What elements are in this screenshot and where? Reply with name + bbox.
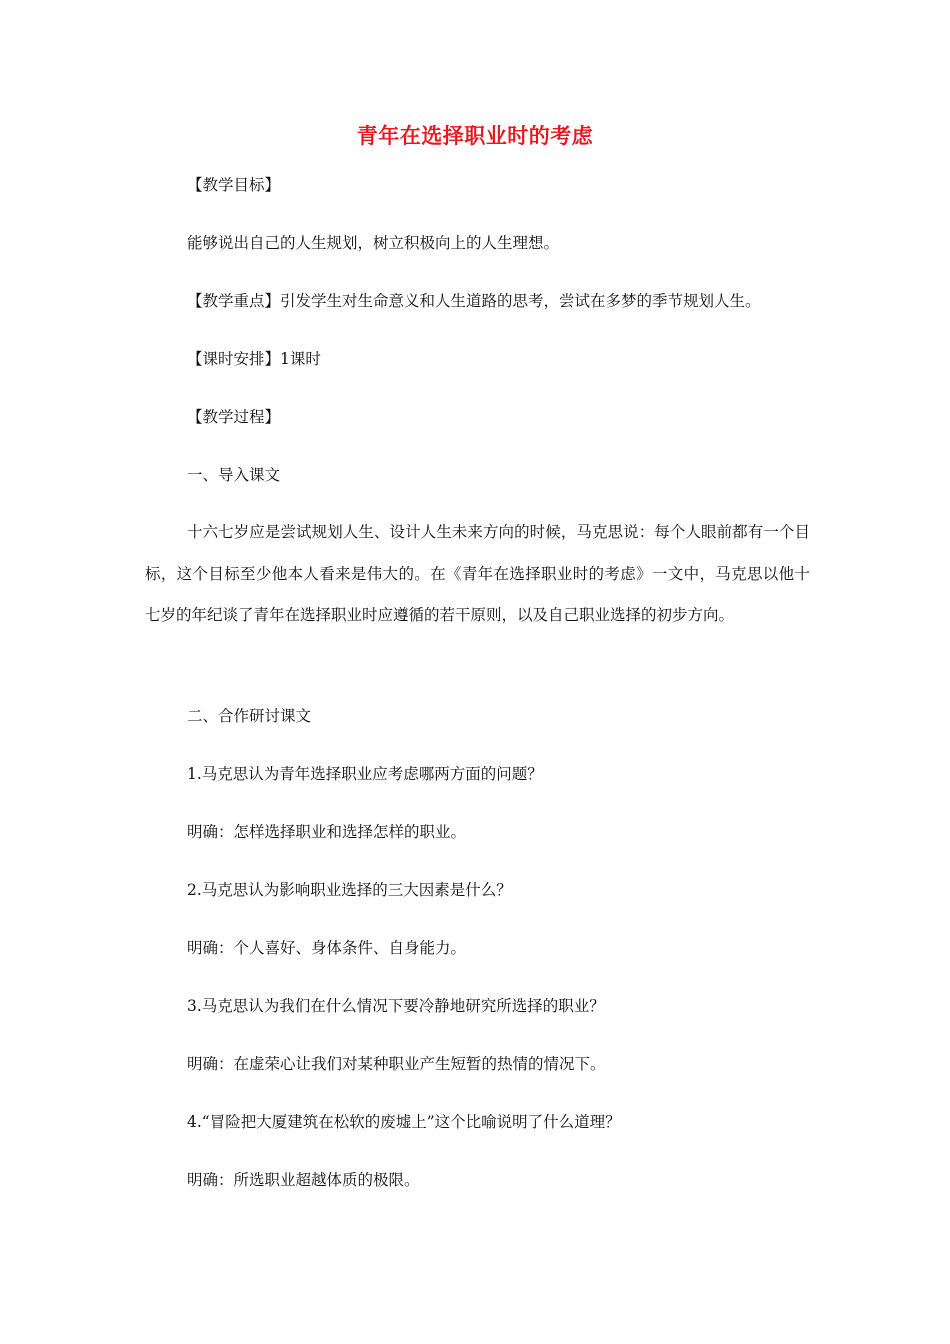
question-4: 4.“冒险把大厦建筑在松软的废墟上”这个比喻说明了什么道理？ [187,1113,621,1131]
intro-paragraph: 十六七岁应是尝试规划人生、设计人生未来方向的时候，马克思说：每个人眼前都有一个目标，这个目标至少他本人看来是伟大的。在《青年在选择职业时的考虑》一文中，马克思以他十七岁的年纪谈了青年在选择职业时应遵循的若干原则，以及自己职业选择的初步方向。 [145,523,810,624]
section-1-heading: 一、导入课文 [187,466,281,484]
heading-teaching-goals: 【教学目标】 [187,176,281,194]
answer-2: 明确：个人喜好、身体条件、自身能力。 [187,939,467,957]
teaching-focus-line: 【教学重点】引发学生对生命意义和人生道路的思考，尝试在多梦的季节规划人生。 [187,292,761,310]
question-1: 1.马克思认为青年选择职业应考虑哪两方面的问题？ [187,765,543,783]
class-hours-line: 【课时安排】1课时 [187,350,321,368]
document-title: 青年在选择职业时的考虑 [356,123,594,148]
heading-teaching-process: 【教学过程】 [187,408,281,426]
answer-4: 明确：所选职业超越体质的极限。 [187,1171,420,1189]
question-2: 2.马克思认为影响职业选择的三大因素是什么？ [187,881,512,899]
section-2-heading: 二、合作研讨课文 [187,707,312,725]
answer-1: 明确：怎样选择职业和选择怎样的职业。 [187,823,467,841]
question-3: 3.马克思认为我们在什么情况下要冷静地研究所选择的职业？ [187,997,605,1015]
teaching-goals-text: 能够说出自己的人生规划，树立积极向上的人生理想。 [187,234,560,252]
answer-3: 明确：在虚荣心让我们对某种职业产生短暂的热情的情况下。 [187,1055,606,1073]
